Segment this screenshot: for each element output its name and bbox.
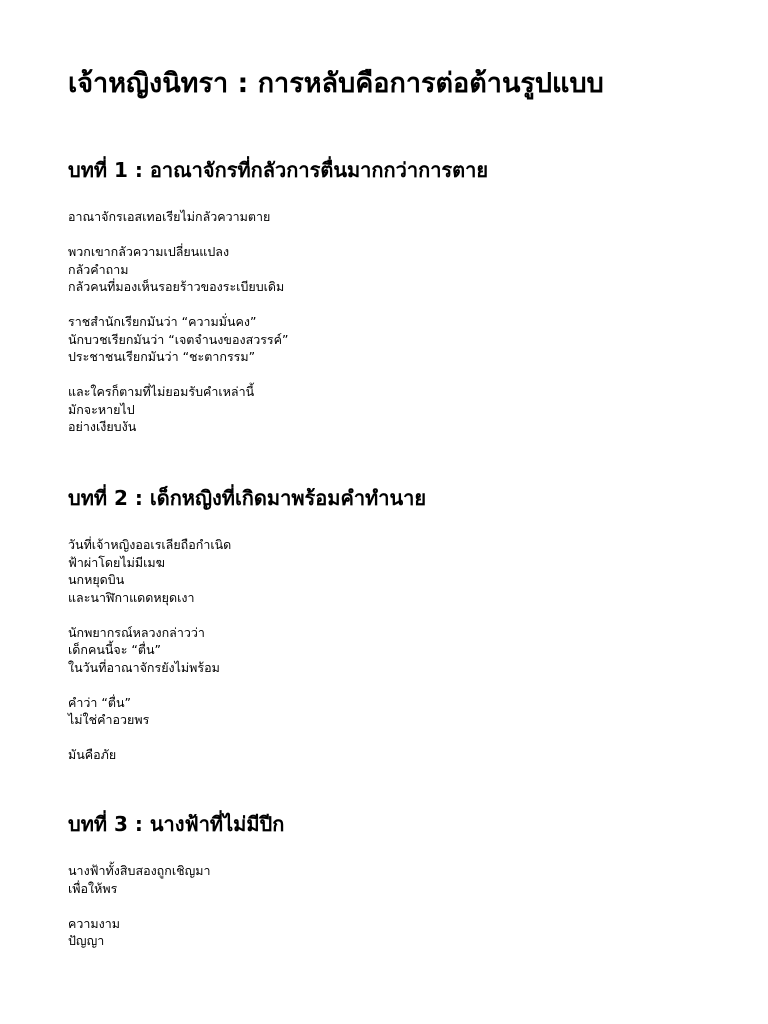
- stanza: [68, 243, 748, 296]
- chapter-3: [68, 808, 748, 967]
- text-line: มักจะหายไป: [68, 401, 135, 417]
- text-line: เด็กคนนี้จะ “ตื่น”: [68, 642, 162, 657]
- text-line: วันที่เจ้าหญิงออเรเลียถือกำเนิด: [68, 537, 232, 552]
- stanza: [68, 915, 748, 950]
- text-line: กลัวคนที่มองเห็นรอยร้าวของระเบียบเดิม: [68, 279, 285, 294]
- text-line: คำว่า “ตื่น”: [68, 694, 132, 710]
- chapter-heading: บทที่ 3 : นางฟ้าที่ไม่มีปีก: [68, 812, 285, 836]
- text-line: อย่างเงียบงัน: [68, 419, 137, 434]
- text-line: ประชาชนเรียกมันว่า “ชะตากรรม”: [68, 349, 256, 364]
- text-line: มันคือภัย: [68, 747, 117, 762]
- stanza: [68, 746, 748, 764]
- text-line: พวกเขากลัวความเปลี่ยนแปลง: [68, 244, 230, 259]
- text-line: ฟ้าผ่าโดยไม่มีเมฆ: [68, 554, 165, 570]
- text-line: นางฟ้าทั้งสิบสองถูกเชิญมา: [68, 863, 211, 878]
- chapter-2: [68, 482, 748, 781]
- stanza: [68, 862, 748, 897]
- stanza: [68, 694, 748, 729]
- text-line: และใครก็ตามที่ไม่ยอมรับคำเหล่านี้: [68, 384, 255, 399]
- stanza: [68, 536, 748, 606]
- text-line: นักบวชเรียกมันว่า “เจตจำนงของสวรรค์”: [68, 331, 289, 347]
- stanza: [68, 624, 748, 677]
- stanza: [68, 208, 748, 226]
- text-line: ราชสำนักเรียกมันว่า “ความมั่นคง”: [68, 314, 257, 329]
- text-line: ในวันที่อาณาจักรยังไม่พร้อม: [68, 659, 220, 675]
- text-line: นักพยากรณ์หลวงกล่าวว่า: [68, 624, 205, 640]
- text-line: และนาฬิกาแดดหยุดเงา: [68, 589, 195, 605]
- stanza: [68, 383, 748, 436]
- text-line: นกหยุดบิน: [68, 572, 125, 587]
- chapter-heading: บทที่ 1 : อาณาจักรที่กลัวการตื่นมากกว่าการตาย: [68, 158, 489, 182]
- text-line: เพื่อให้พร: [68, 880, 118, 896]
- text-line: ความงาม: [68, 915, 121, 931]
- text-line: ปัญญา: [68, 933, 105, 948]
- document-title: เจ้าหญิงนิทรา : การหลับคือการต่อต้านรูปแบบ: [68, 68, 604, 99]
- chapter-heading: บทที่ 2 : เด็กหญิงที่เกิดมาพร้อมคำทำนาย: [68, 486, 427, 510]
- text-line: กลัวคำถาม: [68, 261, 129, 277]
- stanza: [68, 313, 748, 366]
- chapter-1: [68, 154, 748, 453]
- text-line: ไม่ใช่คำอวยพร: [68, 712, 150, 727]
- text-line: อาณาจักรเอสเทอเรียไม่กลัวความตาย: [68, 209, 271, 224]
